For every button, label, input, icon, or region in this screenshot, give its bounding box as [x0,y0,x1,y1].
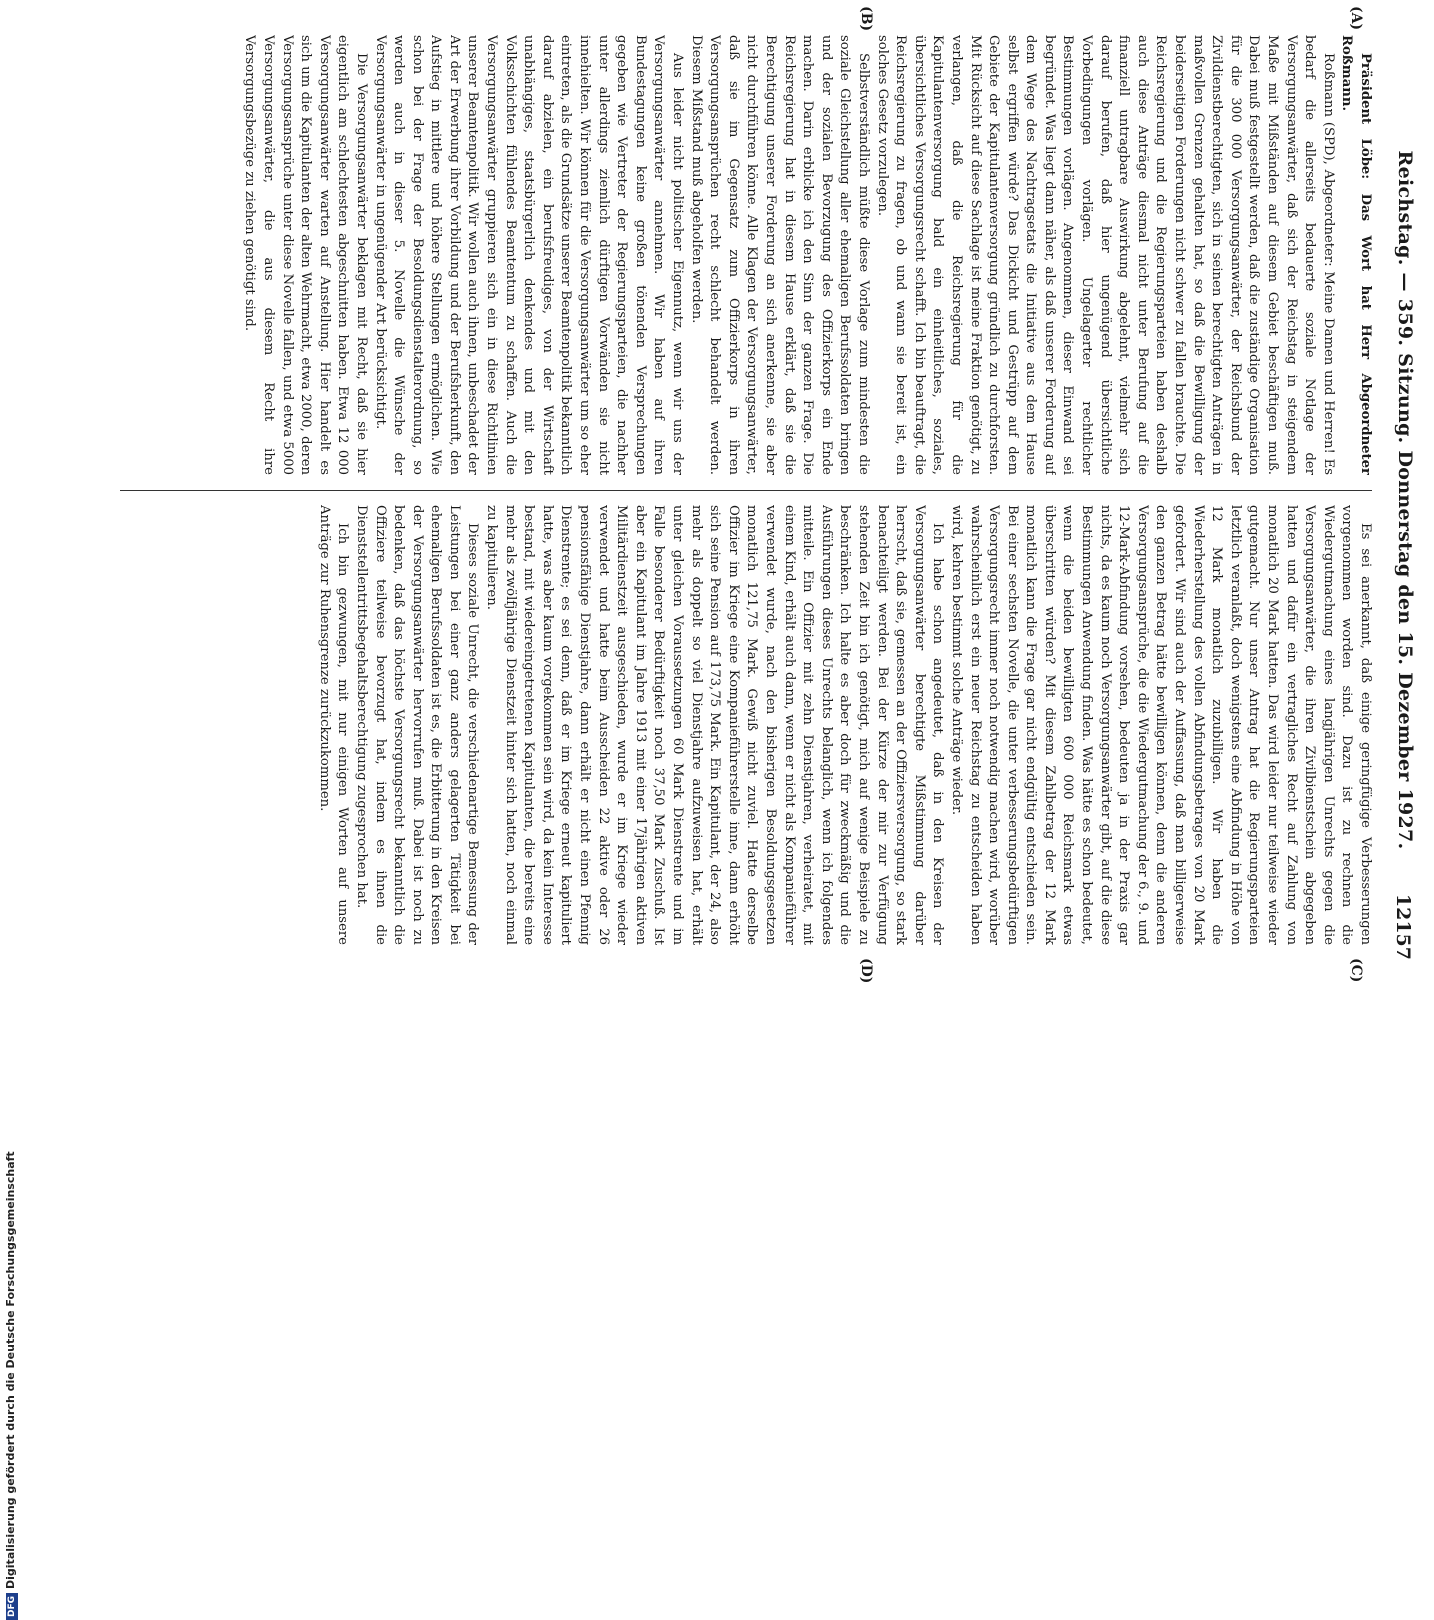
right-column [118,505,1374,945]
digitization-credit [0,620,30,1617]
paragraph: Dieses soziale Unrecht, die verschiedenartige Bemessung der Leistungen bei einer ganz anders gelagerten Tätigkeit bei ehemaligen Berufssoldaten ist es, die Erbitterung in den Kreisen der Versorgungsanwärter hervorrufen muß. Dabei ist noch zu bedenken, daß das höchste Versorgungsrecht bekanntlich die Offiziere teilweise bevorzugt hat, indem es ihnen die Dienststellentrittsbegehaltsberechtigung zugesprochen hat. [353,505,481,945]
running-head: Reichstag. — 359. Sitzung. Donnerstag den 15. Dezember 1927. [1394,150,1416,850]
dfg-logo: DFG [6,1593,18,1620]
paragraph: Präsident Löbe: Das Wort hat Herr Abgeordneter Roßmann. [1339,35,1373,475]
margin-marker-a: (A) [1348,6,1364,31]
credit-text: Digitalisierung gefördert durch die Deutsche Forschungsgemeinschaft [4,1151,17,1589]
margin-marker-b: (B) [858,6,874,32]
page-number: 12157 [1392,893,1414,960]
paragraph: Aus leider nicht politischer Eigennutz, wenn wir uns der Versorgungsanwärter annehmen. Wir haben auf ihren Bundestagungen keine großen tönenden Versprechungen gegeben wie Vertreter der Regierungsparteien, die nachher unter allerdings ziemlich dürftigen Vorwänden sie nicht innehielten. Wir können für die Versorgungsanwärter um so eher eintreten, als die Grundsätze unserer Beamtenpolitik bekanntlich darauf abzielen, ein berufsfreudiges, von der Wirtschaft unabhängiges, staatsbürgerlich denkendes und mit den Volksschichten fühlendes Beamtentum zu schaffen. Auch die Versorgungsanwärter gruppieren sich ein in diese Richtlinien unserer Beamtenpolitik. Wir wollen auch ihnen, unbeschadet der Art der Erwerbung ihrer Vorbildung und der Berufsherkunft, den Aufstieg in mittlere und höhere Stellungen ermöglichen. Wie schon bei der Frage der Besoldungsdienstalterordnung, so werden auch in dieser 5. Novelle die Wünsche der Versorgungsanwärter in ungenügender Art berücksichtigt. [372,35,686,475]
margin-marker-d: (D) [858,958,874,984]
paragraph: Selbstverständlich müßte diese Vorlage zum mindesten die soziale Gleichstellung aller ehemaligen Berufssoldaten bringen und der sozialen Bevorzugung des Offizierkorps ein Ende machen. Darin erblicke ich den Sinn der ganzen Frage. Die Reichsregierung hat in diesem Hause erklärt, daß sie die Berechtigung unserer Forderung an sich anerkenne, sie aber nicht durchführen könne. Alle Klagen der Versorgungsanwärter, daß sie im Gegensatz zum Offizierkorps in ihren Versorgungsansprüchen recht schlecht behandelt werden. Diesem Mißstand muß abgeholfen werden. [688,35,871,475]
paragraph: Ich habe schon angedeutet, daß in den Kreisen der Versorgungsanwärter berechtigte Mißstimmung darüber herrscht, daß sie, gemessen an der Offiziersversorgung, so stark benachteiligt werden. Bei der Kürze der mir zur Verfügung stehenden Zeit bin ich genötigt, mich auf wenige Beispiele zu beschränken. Ich halte es aber doch für zweckmäßig und die Ausführungen dieses Unrechts belanglich, wenn ich folgendes mitteile. Ein Offizier mit zehn Dienstjahren, verheiratet, mit einem Kind, erhält auch dann, wenn er nicht als Kompanieführer verwendet wurde, nach den bisherigen Besoldungsgesetzen monatlich 121,75 Mark. Gewiß nicht zuviel. Hatte derselbe Offizier im Kriege eine Kompanieführerstelle inne, dann erhöht sich seine Pension auf 173,75 Mark. Ein Kapitulant, der 24, also mehr als doppelt so viel Dienstjahre aufzuweisen hat, erhält unter gleichen Voraussetzungen 60 Mark Dienstrente und im Falle besonderer Bedürftigkeit noch 37,50 Mark Zuschuß. Ist aber ein Kapitulant im Jahre 1913 mit einer 17jährigen aktiven Militärdienstzeit ausgeschieden, wurde er im Kriege wieder verwendet und hatte beim Ausscheiden 22 aktive oder 26 pensionsfähige Dienstjahre, dann erhält er nicht einen Pfennig Dienstrente; es sei denn, daß er im Kriege erneut kapituliert hatte, was aber kaum vorgekommen sein wird, da kein Interesse bestand, mit wiedereingetretenen Kapitulanten, die bereits eine mehr als zwölfjährige Dienstzeit hinter sich hatten, noch einmal zu kapitulieren. [484,505,946,945]
newspaper-page [100,0,1434,1000]
column-divider [120,490,1372,491]
margin-marker-c: (C) [1348,958,1364,983]
paragraph: Roßmann (SPD), Abgeordneter: Meine Damen und Herren! Es bedarf die allerseits bedauerte soziale Notlage der Versorgungsanwärter, daß sich der Reichstag in steigendem Maße mit Mißständen auf diesem Gebiet beschäftigen muß. Dabei muß festgestellt werden, daß die zuständige Organisation für die 300 000 Versorgungsanwärter, der Reichsbund der Zivildienstberechtigten, sich in seinen berechtigten Anträgen in maßvollen Grenzen gehalten hat, so daß die Bewilligung der beiderseitigen Forderungen nicht schwer zu fallen brauchte. Die Reichsregierung und die Regierungsparteien haben deshalb auch diese Anträge diesmal nicht unter Berufung auf die finanziell untragbare Auswirkung abgelehnt, vielmehr sich darauf berufen, daß hier ungenügend übersichtliche Vorbedingungen vorlägen. Ungelagerter rechtlicher Bestimmungen vorlägen. Angenommen, dieser Einwand sei begründet. Was liegt dann näher, als daß unserer Forderung auf dem Wege des Nachtragsetats die Initiative aus dem Hause selbst ergriffen würde? Das Dickicht und Gestrüpp auf dem Gebiete der Kapitulantenversorgung gründlich zu durchforsten. Mit Rücksicht auf diese Sachlage ist meine Fraktion genötigt, zu verlangen, daß die Reichsregierung für die Kapitulantenversorgung bald ein einheitliches, soziales, übersichtliches Versorgungsrecht schafft. Ich bin beauftragt, die Reichsregierung zu fragen, ob und wann sie bereit ist, ein solches Gesetz vorzulegen. [874,35,1336,475]
paragraph: Die Versorgungsanwärter beklagen mit Recht, daß sie hier eigentlich am schlechtesten abgeschnitten haben. Etwa 12 000 Versorgungsanwärter warten auf Anstellung. Hier handelt es sich um die Kapitulanten der alten Wehrmacht, etwa 2000, deren Versorgungsansprüche unter diese Novelle fallen, und etwa 5000 Versorgungsanwärter, die aus diesem Recht ihre Versorgungsbezüge zu ziehen genötigt sind. [242,35,369,475]
left-column [118,35,1374,475]
paragraph: Ich bin gezwungen, mit nur einigen Worten auf unsere Anträge zur Ruhensgrenze zurückzukommen. [316,505,351,945]
paragraph: Es sei anerkannt, daß einige geringfügige Verbesserungen vorgenommen worden sind. Dazu ist zu rechnen die Wiedergutmachung eines langjährigen Unrechts gegen die Versorgungsanwärter, die ihren Zivilbienstschein abgegeben hatten und dafür ein vertragliches Recht auf Zahlung von monatlich 20 Mark hatten. Das wird leider nur teilweise wieder gutgemacht. Nur unser Antrag hat die Regierungsparteien letztlich veranlaßt, doch wenigstens eine Abfindung in Höhe von 12 Mark monatlich zuzubilligen. Wir haben die Wiederherstellung des vollen Abfindungsbetrages von 20 Mark gefordert. Wir sind auch der Auffassung, daß man billigerweise den ganzen Betrag hätte bewilligen können, denn die anderen Versorgungsansprüche, die die Wiedergutmachung der 6., 9. und 12-Mark-Abfindung vorsehen, bedeuten ja in der Praxis gar nichts, da es kaum noch Versorgungsanwärter gibt, auf die diese Bestimmungen Anwendung finden. Was hätte es schon bedeutet, wenn die beiden bewilligten 600 000 Reichsmark etwas überschritten würden? Mit diesem Zahlbetrag der 12 Mark monatlich kann die Frage gar nicht endgültig entschieden sein. Bei einer sechsten Novelle, die unter verbesserungsbedürftigen Versorgungsrecht immer noch notwendig machen wird, worüber wahrscheinlich erst ein neuer Reichstag zu entscheiden haben wird, kehren bestimmt solche Anträge wieder. [948,505,1373,945]
